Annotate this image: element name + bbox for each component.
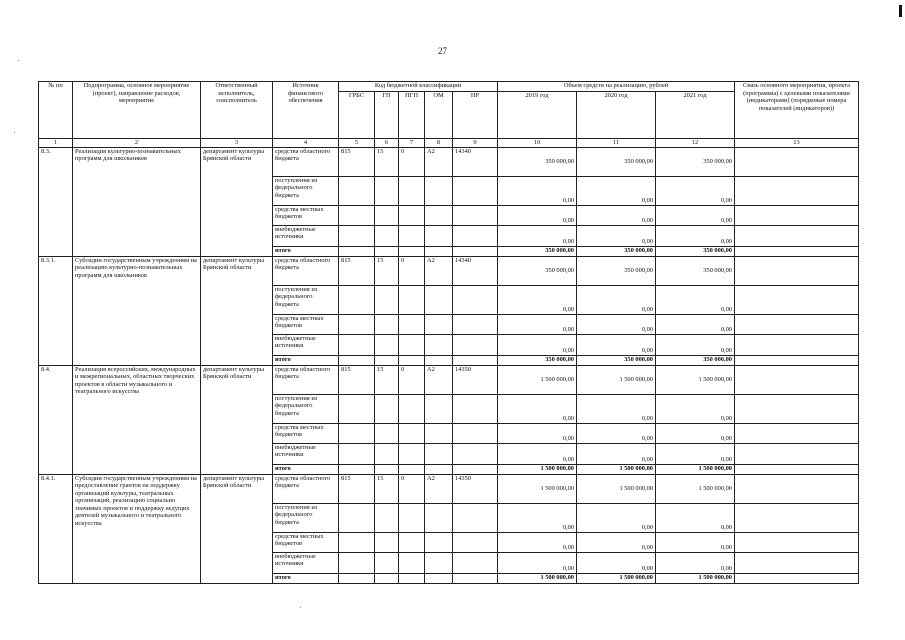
budget-code-empty bbox=[453, 532, 498, 552]
column-number-cell: 4 bbox=[273, 139, 339, 148]
item-name: Реализация культурно-познавательных программ для школьников bbox=[73, 147, 201, 256]
header-cell-program: Подпрограмма, основное мероприятие (проект), направление расходов, мероприятие bbox=[73, 82, 201, 139]
funding-source: внебюджетные источники bbox=[273, 225, 339, 246]
column-number-cell: 2 bbox=[73, 139, 201, 148]
amount-cell: 0,00 bbox=[656, 285, 735, 314]
budget-code-empty bbox=[453, 205, 498, 225]
funding-source: внебюджетные источники bbox=[273, 552, 339, 573]
budget-code-empty bbox=[375, 423, 399, 443]
budget-code-empty bbox=[375, 246, 399, 256]
amount-cell: 0,00 bbox=[498, 503, 577, 532]
amount-cell: 350 000,00 bbox=[656, 355, 735, 365]
amount-cell: 0,00 bbox=[577, 503, 656, 532]
header-cell-budget-codes: Код бюджетной классификации bbox=[339, 82, 498, 92]
budget-code-empty bbox=[425, 423, 453, 443]
budget-code-empty bbox=[453, 285, 498, 314]
budget-code-empty bbox=[453, 443, 498, 464]
budget-code: А2 bbox=[425, 147, 453, 176]
budget-code-empty bbox=[425, 355, 453, 365]
scan-speck bbox=[18, 60, 19, 61]
budget-code-empty bbox=[399, 314, 425, 334]
scan-speck bbox=[300, 607, 301, 608]
budget-code: 15 bbox=[375, 365, 399, 394]
header-row bbox=[39, 82, 859, 92]
amount-cell: 0,00 bbox=[498, 532, 577, 552]
header-cell-indicators: Связь основного мероприятия, проекта (программы) с целевыми показателями (индикаторами) (порядковые номера показателей (индикаторов)) bbox=[735, 82, 859, 139]
budget-code-empty bbox=[339, 503, 375, 532]
funding-source: внебюджетные источники bbox=[273, 443, 339, 464]
indicator-cell bbox=[735, 205, 859, 225]
amount-cell: 0,00 bbox=[656, 552, 735, 573]
indicator-cell bbox=[735, 365, 859, 394]
budget-code-empty bbox=[399, 205, 425, 225]
funding-source: средства местных бюджетов bbox=[273, 314, 339, 334]
column-number-cell: 1 bbox=[39, 139, 73, 148]
scan-edge-mark bbox=[899, 5, 902, 17]
amount-cell: 350 000,00 bbox=[656, 256, 735, 285]
budget-code-empty bbox=[399, 246, 425, 256]
amount-cell: 0,00 bbox=[577, 334, 656, 355]
amount-cell: 1 500 000,00 bbox=[498, 573, 577, 583]
amount-cell: 1 500 000,00 bbox=[577, 573, 656, 583]
budget-code-empty bbox=[453, 423, 498, 443]
budget-code-empty bbox=[399, 573, 425, 583]
amount-cell: 0,00 bbox=[577, 225, 656, 246]
indicator-cell bbox=[735, 355, 859, 365]
amount-cell: 350 000,00 bbox=[577, 355, 656, 365]
funding-source: внебюджетные источники bbox=[273, 334, 339, 355]
budget-table bbox=[38, 81, 859, 584]
indicator-cell bbox=[735, 256, 859, 285]
budget-code-empty bbox=[339, 394, 375, 423]
funding-source: средства областного бюджета bbox=[273, 474, 339, 503]
indicator-cell bbox=[735, 423, 859, 443]
amount-cell: 0,00 bbox=[498, 176, 577, 205]
amount-cell: 1 500 000,00 bbox=[577, 474, 656, 503]
amount-cell: 0,00 bbox=[577, 443, 656, 464]
page-number: 27 bbox=[438, 46, 447, 56]
budget-code-empty bbox=[375, 205, 399, 225]
header-cell-amounts: Объем средств на реализацию, рублей bbox=[498, 82, 735, 92]
amount-cell: 1 500 000,00 bbox=[656, 573, 735, 583]
funding-source: средства областного бюджета bbox=[273, 147, 339, 176]
funding-source: средства областного бюджета bbox=[273, 256, 339, 285]
indicator-cell bbox=[735, 503, 859, 532]
item-number: 8.3. bbox=[39, 147, 73, 256]
amount-cell: 0,00 bbox=[577, 423, 656, 443]
budget-code-empty bbox=[425, 285, 453, 314]
table-row bbox=[39, 147, 859, 176]
column-number-cell: 13 bbox=[735, 139, 859, 148]
amount-cell: 1 500 000,00 bbox=[656, 365, 735, 394]
column-number-cell: 12 bbox=[656, 139, 735, 148]
column-number-cell: 3 bbox=[201, 139, 273, 148]
funding-source: поступления из федерального бюджета bbox=[273, 394, 339, 423]
amount-cell: 0,00 bbox=[656, 225, 735, 246]
budget-code-empty bbox=[453, 176, 498, 205]
budget-code-empty bbox=[375, 464, 399, 474]
budget-code-empty bbox=[425, 176, 453, 205]
column-number-row bbox=[39, 139, 859, 148]
budget-code: 815 bbox=[339, 474, 375, 503]
budget-code-empty bbox=[453, 225, 498, 246]
amount-cell: 0,00 bbox=[656, 314, 735, 334]
amount-cell: 0,00 bbox=[577, 176, 656, 205]
budget-code-empty bbox=[399, 552, 425, 573]
amount-cell: 0,00 bbox=[498, 423, 577, 443]
budget-code-empty bbox=[399, 532, 425, 552]
indicator-cell bbox=[735, 334, 859, 355]
budget-code: 14340 bbox=[453, 147, 498, 176]
budget-code-empty bbox=[375, 334, 399, 355]
indicator-cell bbox=[735, 552, 859, 573]
budget-code-empty bbox=[339, 552, 375, 573]
budget-code-empty bbox=[375, 355, 399, 365]
budget-code-empty bbox=[375, 443, 399, 464]
budget-code-empty bbox=[339, 464, 375, 474]
indicator-cell bbox=[735, 176, 859, 205]
budget-code: 15 bbox=[375, 474, 399, 503]
budget-code-empty bbox=[339, 443, 375, 464]
amount-cell: 0,00 bbox=[656, 423, 735, 443]
budget-code-empty bbox=[453, 355, 498, 365]
indicator-cell bbox=[735, 394, 859, 423]
budget-code: 0 bbox=[399, 365, 425, 394]
budget-code-empty bbox=[339, 205, 375, 225]
budget-code-empty bbox=[399, 334, 425, 355]
budget-code-empty bbox=[453, 552, 498, 573]
budget-code-empty bbox=[339, 176, 375, 205]
indicator-cell bbox=[735, 573, 859, 583]
budget-code-empty bbox=[399, 464, 425, 474]
item-number: 8.4.1. bbox=[39, 474, 73, 583]
budget-code-empty bbox=[339, 225, 375, 246]
column-number-cell: 6 bbox=[375, 139, 399, 148]
amount-cell: 0,00 bbox=[498, 334, 577, 355]
amount-cell: 0,00 bbox=[498, 205, 577, 225]
budget-code-empty bbox=[425, 334, 453, 355]
indicator-cell bbox=[735, 314, 859, 334]
column-number-cell: 8 bbox=[425, 139, 453, 148]
budget-code-empty bbox=[399, 503, 425, 532]
budget-code-empty bbox=[425, 503, 453, 532]
budget-code-empty bbox=[375, 552, 399, 573]
budget-code: 815 bbox=[339, 147, 375, 176]
amount-cell: 0,00 bbox=[577, 394, 656, 423]
amount-cell: 0,00 bbox=[498, 394, 577, 423]
table-row bbox=[39, 365, 859, 394]
indicator-cell bbox=[735, 532, 859, 552]
budget-code-empty bbox=[339, 423, 375, 443]
budget-code-empty bbox=[375, 176, 399, 205]
item-executor: департамент культуры Брянской области bbox=[201, 365, 273, 474]
budget-code-empty bbox=[453, 464, 498, 474]
amount-cell: 0,00 bbox=[577, 205, 656, 225]
funding-source: поступления из федерального бюджета bbox=[273, 285, 339, 314]
item-number: 8.3.1. bbox=[39, 256, 73, 365]
amount-cell: 1 500 000,00 bbox=[577, 365, 656, 394]
budget-code-empty bbox=[375, 532, 399, 552]
budget-code-empty bbox=[375, 573, 399, 583]
funding-source: итого bbox=[273, 246, 339, 256]
amount-cell: 0,00 bbox=[656, 443, 735, 464]
budget-code: 815 bbox=[339, 256, 375, 285]
budget-code-empty bbox=[399, 285, 425, 314]
amount-cell: 0,00 bbox=[577, 552, 656, 573]
header-cell-number: № пп bbox=[39, 82, 73, 139]
budget-code-empty bbox=[339, 334, 375, 355]
budget-code-empty bbox=[339, 573, 375, 583]
amount-cell: 0,00 bbox=[656, 394, 735, 423]
budget-code-empty bbox=[375, 314, 399, 334]
budget-code-empty bbox=[339, 355, 375, 365]
budget-code: 14340 bbox=[453, 256, 498, 285]
header-cell-grbs: ГРБС bbox=[339, 92, 375, 139]
amount-cell: 0,00 bbox=[656, 334, 735, 355]
amount-cell: 0,00 bbox=[656, 205, 735, 225]
table-row bbox=[39, 474, 859, 503]
header-cell-year-2019: 2019 год bbox=[498, 92, 577, 139]
column-number-cell: 7 bbox=[399, 139, 425, 148]
amount-cell: 0,00 bbox=[577, 285, 656, 314]
header-cell-nr: НР bbox=[453, 92, 498, 139]
funding-source: итого bbox=[273, 573, 339, 583]
budget-code-empty bbox=[399, 176, 425, 205]
amount-cell: 1 500 000,00 bbox=[656, 474, 735, 503]
item-number: 8.4. bbox=[39, 365, 73, 474]
funding-source: средства местных бюджетов bbox=[273, 532, 339, 552]
funding-source: средства местных бюджетов bbox=[273, 205, 339, 225]
amount-cell: 350 000,00 bbox=[577, 256, 656, 285]
indicator-cell bbox=[735, 225, 859, 246]
item-executor: департамент культуры Брянской области bbox=[201, 147, 273, 256]
budget-code-empty bbox=[425, 394, 453, 423]
budget-code: 15 bbox=[375, 256, 399, 285]
indicator-cell bbox=[735, 474, 859, 503]
budget-code: А2 bbox=[425, 256, 453, 285]
scan-speck bbox=[14, 132, 15, 133]
indicator-cell bbox=[735, 285, 859, 314]
column-number-cell: 11 bbox=[577, 139, 656, 148]
table-body bbox=[39, 82, 859, 584]
header-cell-executor: Ответственный исполнитель, соисполнитель bbox=[201, 82, 273, 139]
item-name: Субсидии государственным учреждениям на реализацию культурно-познавательных программ для школьников bbox=[73, 256, 201, 365]
budget-code: А2 bbox=[425, 474, 453, 503]
budget-code-empty bbox=[425, 443, 453, 464]
amount-cell: 0,00 bbox=[577, 532, 656, 552]
table-row bbox=[39, 256, 859, 285]
header-cell-source: Источник финансового обеспечения bbox=[273, 82, 339, 139]
funding-source: средства областного бюджета bbox=[273, 365, 339, 394]
amount-cell: 0,00 bbox=[577, 314, 656, 334]
amount-cell: 1 500 000,00 bbox=[656, 464, 735, 474]
budget-code-empty bbox=[425, 314, 453, 334]
indicator-cell bbox=[735, 147, 859, 176]
budget-code: 14350 bbox=[453, 365, 498, 394]
item-executor: департамент культуры Брянской области bbox=[201, 256, 273, 365]
budget-code-empty bbox=[399, 423, 425, 443]
budget-code: 15 bbox=[375, 147, 399, 176]
budget-code-empty bbox=[339, 314, 375, 334]
header-cell-pgp: ПГП bbox=[399, 92, 425, 139]
amount-cell: 0,00 bbox=[656, 176, 735, 205]
budget-code-empty bbox=[375, 285, 399, 314]
header-cell-om: ОМ bbox=[425, 92, 453, 139]
funding-source: средства местных бюджетов bbox=[273, 423, 339, 443]
amount-cell: 1 500 000,00 bbox=[498, 474, 577, 503]
amount-cell: 350 000,00 bbox=[498, 256, 577, 285]
amount-cell: 350 000,00 bbox=[656, 147, 735, 176]
column-number-cell: 5 bbox=[339, 139, 375, 148]
item-executor: департамент культуры Брянской области bbox=[201, 474, 273, 583]
funding-source: поступления из федерального бюджета bbox=[273, 176, 339, 205]
budget-code-empty bbox=[453, 314, 498, 334]
amount-cell: 0,00 bbox=[656, 503, 735, 532]
amount-cell: 350 000,00 bbox=[498, 147, 577, 176]
budget-code-empty bbox=[453, 334, 498, 355]
funding-source: итого bbox=[273, 464, 339, 474]
funding-source: поступления из федерального бюджета bbox=[273, 503, 339, 532]
budget-code-empty bbox=[453, 246, 498, 256]
budget-code-empty bbox=[399, 225, 425, 246]
indicator-cell bbox=[735, 464, 859, 474]
budget-code: 0 bbox=[399, 256, 425, 285]
budget-code-empty bbox=[425, 246, 453, 256]
item-name: Субсидии государственным учреждениям на предоставление грантов на поддержку организаций культуры, театральных организаций, реализацию социально значимых проектов и поддержку ведущих деятелей музыкального и театрального искусства bbox=[73, 474, 201, 583]
budget-code: 815 bbox=[339, 365, 375, 394]
budget-code: А2 bbox=[425, 365, 453, 394]
budget-code-empty bbox=[375, 503, 399, 532]
amount-cell: 0,00 bbox=[498, 314, 577, 334]
budget-code-empty bbox=[453, 573, 498, 583]
amount-cell: 0,00 bbox=[498, 285, 577, 314]
column-number-cell: 10 bbox=[498, 139, 577, 148]
indicator-cell bbox=[735, 246, 859, 256]
amount-cell: 350 000,00 bbox=[498, 355, 577, 365]
budget-code: 14350 bbox=[453, 474, 498, 503]
budget-code-empty bbox=[339, 246, 375, 256]
budget-code-empty bbox=[453, 503, 498, 532]
budget-code-empty bbox=[375, 394, 399, 423]
budget-code-empty bbox=[399, 355, 425, 365]
amount-cell: 0,00 bbox=[498, 552, 577, 573]
budget-code: 0 bbox=[399, 147, 425, 176]
amount-cell: 0,00 bbox=[498, 225, 577, 246]
amount-cell: 1 500 000,00 bbox=[498, 365, 577, 394]
amount-cell: 0,00 bbox=[656, 532, 735, 552]
budget-code-empty bbox=[339, 285, 375, 314]
amount-cell: 350 000,00 bbox=[577, 147, 656, 176]
budget-code-empty bbox=[425, 225, 453, 246]
amount-cell: 1 500 000,00 bbox=[577, 464, 656, 474]
budget-code-empty bbox=[375, 225, 399, 246]
header-cell-gp: ГП bbox=[375, 92, 399, 139]
budget-code-empty bbox=[399, 394, 425, 423]
header-cell-year-2020: 2020 год bbox=[577, 92, 656, 139]
amount-cell: 350 000,00 bbox=[498, 246, 577, 256]
column-number-cell: 9 bbox=[453, 139, 498, 148]
header-cell-year-2021: 2021 год bbox=[656, 92, 735, 139]
funding-source: итого bbox=[273, 355, 339, 365]
budget-code: 0 bbox=[399, 474, 425, 503]
amount-cell: 350 000,00 bbox=[656, 246, 735, 256]
amount-cell: 350 000,00 bbox=[577, 246, 656, 256]
indicator-cell bbox=[735, 443, 859, 464]
budget-code-empty bbox=[425, 532, 453, 552]
budget-code-empty bbox=[453, 394, 498, 423]
budget-code-empty bbox=[425, 552, 453, 573]
item-name: Реализация всероссийских, международных и межрегиональных, областных творческих проектов в области музыкального и театрального искусства bbox=[73, 365, 201, 474]
amount-cell: 0,00 bbox=[498, 443, 577, 464]
budget-code-empty bbox=[425, 464, 453, 474]
budget-code-empty bbox=[425, 573, 453, 583]
budget-code-empty bbox=[425, 205, 453, 225]
budget-code-empty bbox=[339, 532, 375, 552]
budget-code-empty bbox=[399, 443, 425, 464]
amount-cell: 1 500 000,00 bbox=[498, 464, 577, 474]
